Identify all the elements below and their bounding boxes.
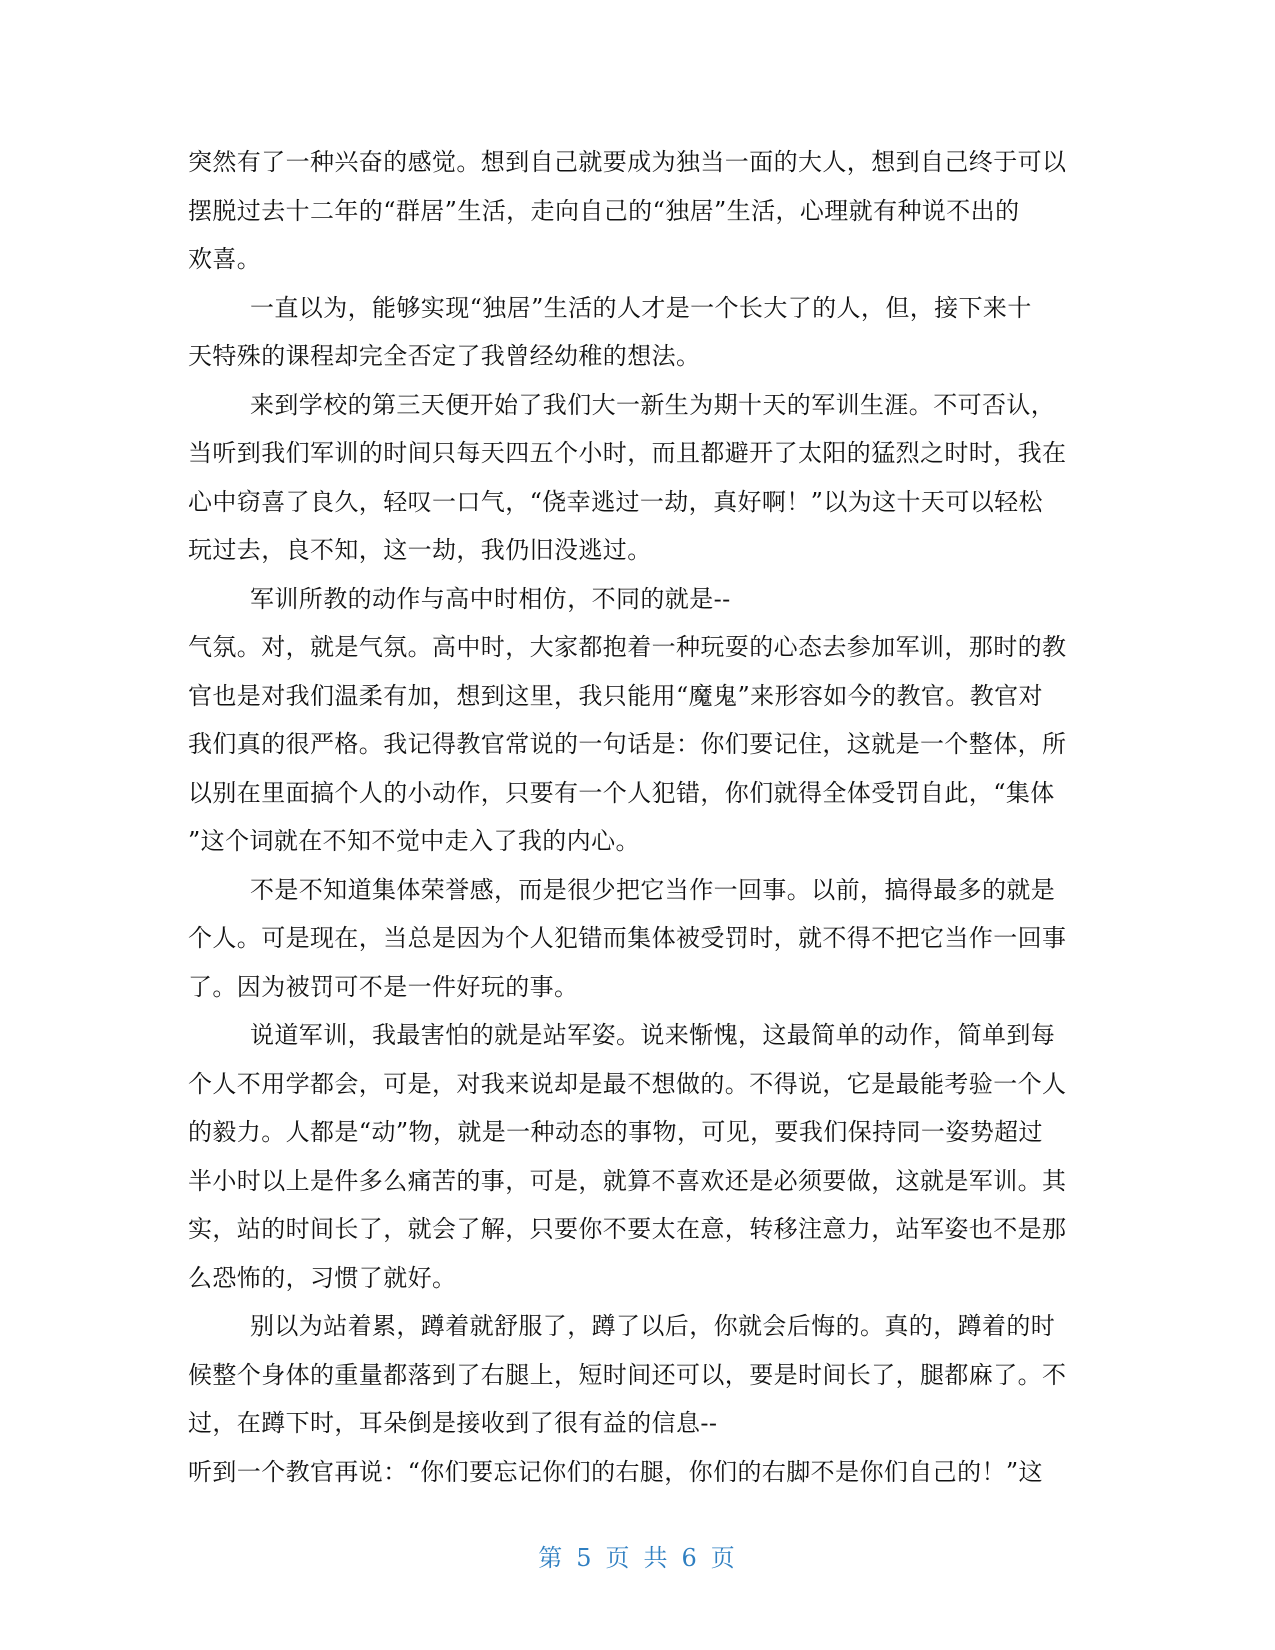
text-line: 气氛。对，就是气氛。高中时，大家都抱着一种玩耍的心态去参加军训，那时的教 <box>188 633 1067 661</box>
text-line: 玩过去，良不知，这一劫，我仍旧没逃过。 <box>188 536 652 564</box>
footer-total-unit: 页 <box>710 1544 737 1572</box>
text-line: 的毅力。人都是“动”物，就是一种动态的事物，可见，要我们保持同一姿势超过 <box>188 1118 1043 1146</box>
text-line: 过，在蹲下时，耳朵倒是接收到了很有益的信息-- <box>188 1409 718 1437</box>
text-line: 说道军训，我最害怕的就是站军姿。说来惭愧，这最简单的动作，简单到每 <box>250 1021 1056 1049</box>
page-footer <box>0 1538 1275 1573</box>
text-line: 欢喜。 <box>188 245 262 273</box>
body-text <box>188 138 1088 1496</box>
text-line: 官也是对我们温柔有加，想到这里，我只能用“魔鬼”来形容如今的教官。教官对 <box>188 681 1043 710</box>
text-line: 个人不用学都会，可是，对我来说却是最不想做的。不得说，它是最能考验一个人 <box>188 1069 1067 1098</box>
text-line: ”这个词就在不知不觉中走入了我的内心。 <box>188 827 640 855</box>
text-line: 么恐怖的，习惯了就好。 <box>188 1263 457 1292</box>
text-line: 了。因为被罚可不是一件好玩的事。 <box>188 972 579 1001</box>
text-line: 别以为站着累，蹲着就舒服了，蹲了以后，你就会后悔的。真的，蹲着的时 <box>250 1312 1056 1340</box>
text-line: 天特殊的课程却完全否定了我曾经幼稚的想法。 <box>188 342 701 370</box>
text-line: 我们真的很严格。我记得教官常说的一句话是：你们要记住，这就是一个整体，所 <box>188 730 1067 758</box>
text-line: 候整个身体的重量都落到了右腿上，短时间还可以，要是时间长了，腿都麻了。不 <box>188 1360 1067 1389</box>
text-line: 突然有了一种兴奋的感觉。想到自己就要成为独当一面的大人，想到自己终于可以 <box>188 148 1067 176</box>
footer-page-unit: 页 <box>605 1544 632 1572</box>
footer-page-label: 第 <box>538 1544 565 1572</box>
text-line: 一直以为，能够实现“独居”生活的人才是一个长大了的人，但，接下来十 <box>250 293 1032 322</box>
text-line: 当听到我们军训的时间只每天四五个小时，而且都避开了太阳的猛烈之时时，我在 <box>188 439 1067 467</box>
text-line: 半小时以上是件多么痛苦的事，可是，就算不喜欢还是必须要做，这就是军训。其 <box>188 1166 1067 1195</box>
footer-current-page: 5 <box>576 1544 594 1572</box>
text-line: 个人。可是现在，当总是因为个人犯错而集体被受罚时，就不得不把它当作一回事 <box>188 924 1067 952</box>
text-line: 来到学校的第三天便开始了我们大一新生为期十天的军训生涯。不可否认， <box>250 390 1056 419</box>
text-line: 摆脱过去十二年的“群居”生活，走向自己的“独居”生活，心理就有种说不出的 <box>188 196 1020 225</box>
text-line: 实，站的时间长了，就会了解，只要你不要太在意，转移注意力，站军姿也不是那 <box>188 1215 1067 1243</box>
text-line: 不是不知道集体荣誉感，而是很少把它当作一回事。以前，搞得最多的就是 <box>250 875 1056 904</box>
text-line: 以别在里面搞个人的小动作，只要有一个人犯错，你们就得全体受罚自此，“集体 <box>188 778 1055 807</box>
text-line: 军训所教的动作与高中时相仿，不同的就是-- <box>250 584 731 613</box>
text-line: 听到一个教官再说：“你们要忘记你们的右腿，你们的右脚不是你们自己的！”这 <box>188 1457 1043 1486</box>
footer-total-pages: 6 <box>681 1544 699 1572</box>
text-line: 心中窃喜了良久，轻叹一口气，“侥幸逃过一劫，真好啊！”以为这十天可以轻松 <box>188 487 1043 516</box>
footer-total-label: 共 <box>643 1544 670 1572</box>
